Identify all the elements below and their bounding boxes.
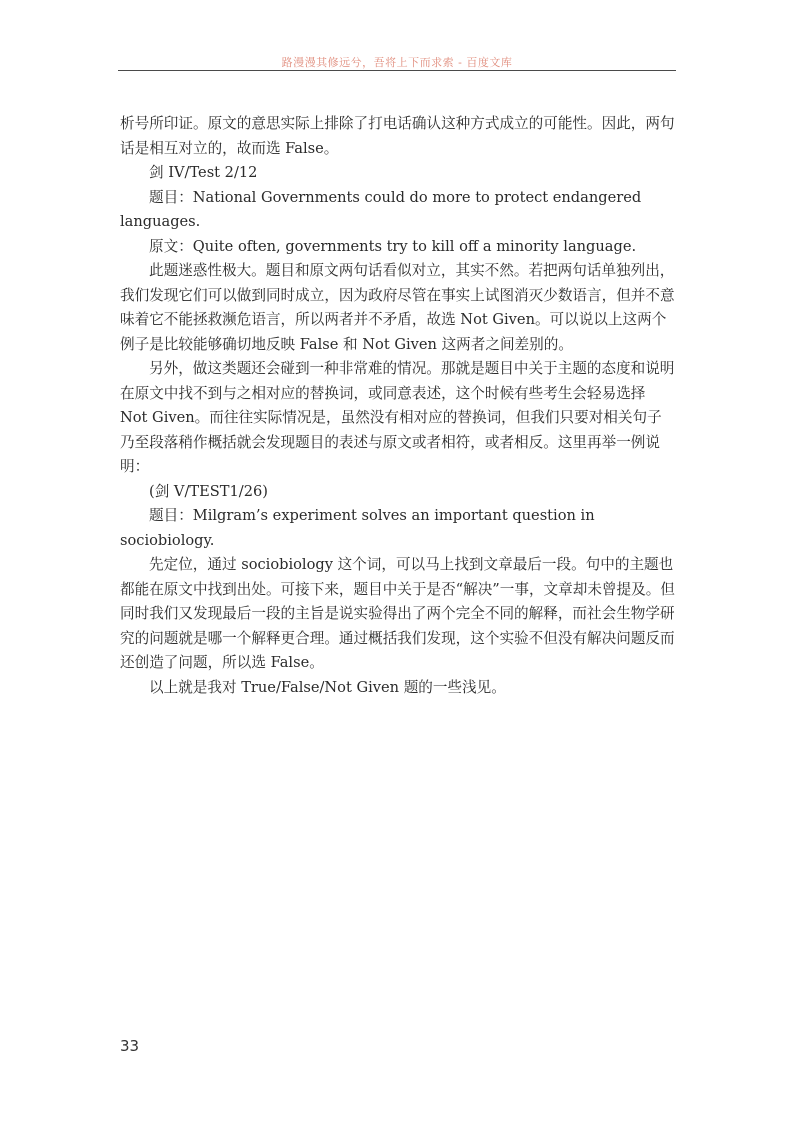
paragraph: (剑 V/TEST1/26) [149, 482, 268, 500]
paragraph: 另外，做这类题还会碰到一种非常难的情况。那就是题目中关于主题的态度和说明在原文中找不到与之相对应的替换词，或同意表述，这个时候有些考生会轻易选择 Not Given。而往往实际情况是，虽然没有相对应的替换词，但我们只要对相关句子乃至段落稍作概括就会发现题目的表述与原文或者相符，或者相反。这里再举一例说明： [120, 360, 675, 475]
paragraph: 题目：National Governments could do more to protect endangered languages. [120, 188, 642, 230]
paragraph: 剑 IV/Test 2/12 [149, 164, 258, 181]
body-text [120, 112, 675, 700]
paragraph: 原文：Quite often, governments try to kill off a minority language. [149, 237, 637, 255]
paragraph: 以上就是我对 True/False/Not Given 题的一些浅见。 [149, 678, 506, 696]
paragraph: 题目：Milgram’s experiment solves an important question in sociobiology. [120, 507, 595, 549]
paragraph: 先定位，通过 sociobiology 这个词，可以马上找到文章最后一段。句中的主题也都能在原文中找到出处。可接下来，题目中关于是否“解决”一事，文章却未曾提及。但同时我们又发现最后一段的主旨是说实验得出了两个完全不同的解释，而社会生物学研究的问题就是哪一个解释更合理。通过概括我们发现，这个实验不但没有解决问题反而还创造了问题，所以选 False。 [120, 556, 675, 671]
page-number: 33 [120, 1037, 140, 1055]
header-rule [118, 70, 676, 71]
page-header: 路漫漫其修远兮，吾将上下而求索 - 百度文库 [281, 56, 513, 69]
paragraph: 析号所印证。原文的意思实际上排除了打电话确认这种方式成立的可能性。因此，两句话是相互对立的，故而选 False。 [120, 115, 675, 157]
paragraph: 此题迷惑性极大。题目和原文两句话看似对立，其实不然。若把两句话单独列出，我们发现它们可以做到同时成立，因为政府尽管在事实上试图消灭少数语言，但并不意味着它不能拯救濒危语言，所以两者并不矛盾，故选 Not Given。可以说以上这两个例子是比较能够确切地反映 False 和 Not Given 这两者之间差别的。 [120, 262, 675, 353]
